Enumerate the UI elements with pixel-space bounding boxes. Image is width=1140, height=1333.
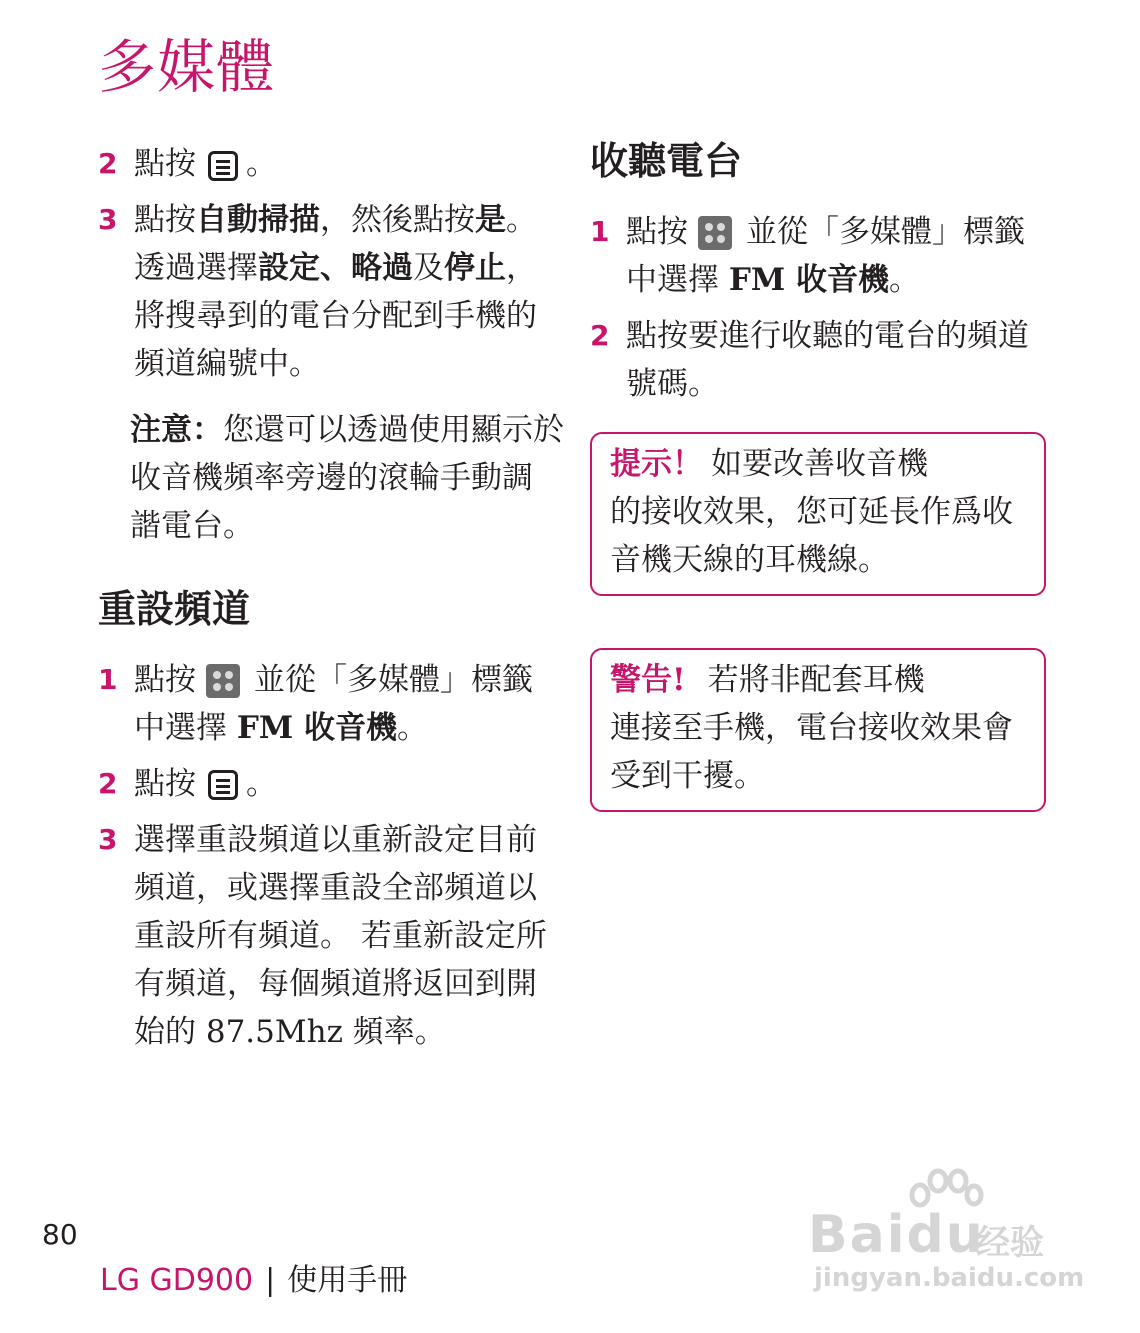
text: ， [506, 250, 537, 286]
reset-step-2 [98, 760, 568, 808]
text: 。 [246, 765, 277, 802]
multimedia-grid-icon [698, 216, 732, 250]
tip-line [610, 440, 1026, 488]
text: 中選擇 [134, 709, 237, 746]
step-line: 始的 87.5Mhz 頻率。 [134, 1013, 446, 1050]
step-text: 。 [246, 146, 277, 182]
page-number: 80 [42, 1218, 78, 1251]
listen-step-1 [590, 208, 1050, 304]
step-number: 2 [98, 147, 118, 180]
footer-manual: 使用手冊 [287, 1263, 408, 1298]
listen-step-2 [590, 312, 1050, 408]
text: 如要改善收音機 [711, 445, 928, 482]
text: 點按 [134, 661, 196, 698]
text: 並從「多媒體」標籤 [254, 661, 533, 698]
fm-radio-label: FM 收音機 [728, 261, 889, 298]
menu-icon [208, 770, 238, 800]
step-line [134, 704, 568, 752]
footer [100, 1255, 407, 1299]
step-line: 頻道編號中。 [134, 346, 320, 382]
step-number: 2 [98, 766, 118, 800]
text: 點按 [626, 213, 688, 250]
step-line: 選擇重設頻道以重新設定目前 [134, 821, 537, 858]
text: 點按 [134, 202, 196, 238]
warning-line [610, 656, 1026, 704]
listen-radio-heading: 收聽電台 [590, 138, 743, 183]
step-number: 1 [98, 662, 118, 696]
footer-model: LG GD900 [100, 1263, 254, 1298]
step-line: 點按要進行收聽的電台的頻道 [626, 317, 1029, 354]
fm-radio-label: FM 收音機 [236, 709, 397, 746]
yes-label: 是 [475, 202, 506, 238]
note-line: 諧電台。 [130, 508, 254, 544]
tip-label: 提示！ [610, 445, 703, 482]
tip-line: 的接收效果，您可延長作爲收 [610, 493, 1013, 530]
baidu-logo: Baidu [808, 1205, 985, 1265]
step-line: 有頻道，每個頻道將返回到開 [134, 965, 537, 1002]
tip-line: 音機天線的耳機線。 [610, 541, 889, 578]
text: 。 [396, 709, 428, 746]
note-line [130, 406, 568, 454]
set-label: 設定 [258, 250, 320, 286]
baidu-watermark [808, 1165, 1088, 1295]
step-number: 3 [98, 203, 118, 236]
warning-box [590, 648, 1046, 812]
menu-icon [208, 151, 238, 181]
step-number: 3 [98, 822, 118, 856]
step-line [134, 656, 568, 704]
auto-scan-label: 自動掃描 [196, 202, 320, 238]
step-2-top [98, 140, 568, 188]
step-line: 將搜尋到的電台分配到手機的 [134, 298, 537, 334]
step-number: 2 [590, 318, 610, 352]
reset-channel-heading: 重設頻道 [98, 586, 251, 631]
multimedia-grid-icon [206, 664, 240, 698]
left-column [98, 140, 568, 1064]
text: 點按 [134, 765, 196, 802]
note [130, 406, 568, 550]
warning-label: 警告! [610, 661, 686, 698]
reset-step-3 [98, 816, 568, 1056]
step-text: 點按 [134, 146, 196, 182]
text: 若將非配套耳機 [707, 661, 925, 698]
text: 、 [320, 250, 351, 286]
stop-label: 停止 [444, 250, 506, 286]
section-title: 多媒體 [98, 33, 276, 101]
text: 您還可以透過使用顯示於 [223, 412, 564, 448]
step-line [134, 244, 568, 292]
watermark-url: jingyan.baidu.com [814, 1263, 1085, 1293]
right-column [590, 140, 1050, 812]
tip-box [590, 432, 1046, 596]
text: 。 [506, 202, 537, 238]
text: 中選擇 [626, 261, 729, 298]
note-line: 收音機頻率旁邊的滾輪手動調 [130, 460, 533, 496]
text: 。 [888, 261, 920, 298]
jingyan-label: 经验 [976, 1223, 1044, 1263]
text: ，然後點按 [320, 202, 475, 238]
step-line: 頻道，或選擇重設全部頻道以 [134, 869, 537, 906]
step-number: 1 [590, 214, 610, 248]
text: 透過選擇 [134, 250, 258, 286]
step-line: 號碼。 [626, 365, 719, 402]
reset-step-1 [98, 656, 568, 752]
note-label: 注意： [130, 412, 223, 448]
skip-label: 略過 [351, 250, 413, 286]
text: 並從「多媒體」標籤 [746, 213, 1025, 250]
step-line [626, 208, 1050, 256]
step-line: 重設所有頻道。 若重新設定所 [134, 917, 547, 954]
text: 及 [413, 250, 444, 286]
step-line [134, 196, 568, 244]
warning-line: 受到干擾。 [610, 757, 765, 794]
footer-separator: | [265, 1263, 276, 1298]
step-3-top [98, 196, 568, 388]
warning-line: 連接至手機，電台接收效果會 [610, 709, 1013, 746]
step-line [626, 256, 1050, 304]
